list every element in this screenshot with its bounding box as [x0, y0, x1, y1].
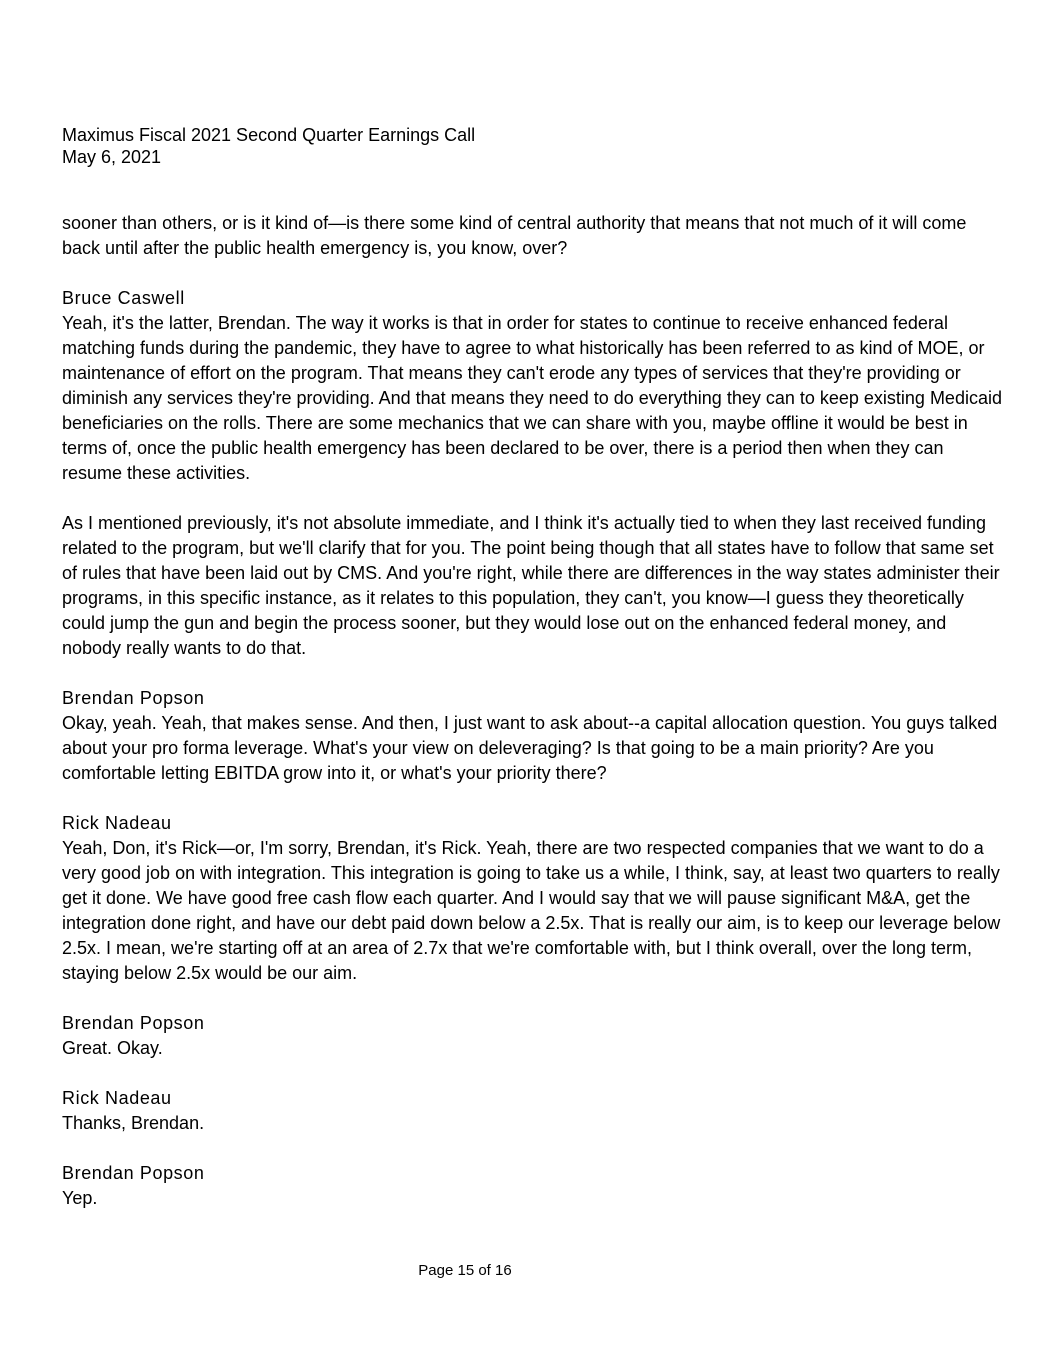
speaker-name: Rick Nadeau [62, 813, 172, 833]
page-number: Page 15 of 16 [418, 1262, 512, 1279]
transcript-turn [62, 286, 1002, 486]
transcript-turn [62, 1086, 1002, 1136]
turn-paragraph: Great. Okay. [62, 1038, 163, 1058]
transcript-turn [62, 811, 1002, 986]
turn-paragraph: As I mentioned previously, it's not absolute immediate, and I think it's actually tied to when they last received funding related to the program, but we'll clarify that for you. The point being though that all states have to follow that same set of rules that have been laid out by CMS. And you're right, while there are differences in the way states administer their programs, in this specific instance, as it relates to this population, they can't, you know—I guess they theoretically could jump the gun and begin the process sooner, but they would lose out on the enhanced federal money, and nobody really wants to do that. [62, 513, 1000, 658]
turn-paragraph: Thanks, Brendan. [62, 1113, 205, 1133]
transcript-turn [62, 1161, 1002, 1211]
call-title: Maximus Fiscal 2021 Second Quarter Earnings Call [62, 125, 476, 145]
transcript-body [62, 211, 1002, 1236]
speaker-name: Brendan Popson [62, 1013, 205, 1033]
speaker-name: Brendan Popson [62, 1163, 205, 1183]
document-header [62, 124, 475, 168]
turn-paragraph: Yep. [62, 1188, 98, 1208]
speaker-name: Rick Nadeau [62, 1088, 172, 1108]
continuation-paragraph: sooner than others, or is it kind of—is there some kind of central authority that means that not much of it will come back until after the public health emergency is, you know, over? [62, 213, 967, 258]
speaker-name: Brendan Popson [62, 688, 205, 708]
turn-paragraph: Yeah, it's the latter, Brendan. The way it works is that in order for states to continue to receive enhanced federal matching funds during the pandemic, they have to agree to what historically has been referred to as kind of MOE, or maintenance of effort on the program. That means they can't erode any types of services that they're providing or diminish any services they're providing. And that means they need to do everything they can to keep existing Medicaid beneficiaries on the rolls. There are some mechanics that we can share with you, maybe offline it would be best in terms of, once the public health emergency has been declared to be over, there is a period then when they can resume these activities. [62, 313, 1002, 483]
transcript-turn [62, 686, 1002, 786]
transcript-turn [62, 1011, 1002, 1061]
turn-paragraph: Yeah, Don, it's Rick—or, I'm sorry, Brendan, it's Rick. Yeah, there are two respected companies that we want to do a very good job on with integration. This integration is going to take us a while, I think, say, at least two quarters to really get it done. We have good free cash flow each quarter. And I would say that we will pause significant M&A, get the integration done right, and have our debt paid down below a 2.5x. That is really our aim, is to keep our leverage below 2.5x. I mean, we're starting off at an area of 2.7x that we're comfortable with, but I think overall, over the long term, staying below 2.5x would be our aim. [62, 838, 1001, 983]
turn-paragraph: Okay, yeah. Yeah, that makes sense. And then, I just want to ask about--a capital allocation question. You guys talked about your pro forma leverage. What's your view on deleveraging? Is that going to be a main priority? Are you comfortable letting EBITDA grow into it, or what's your priority there? [62, 713, 998, 783]
speaker-name: Bruce Caswell [62, 288, 185, 308]
call-date: May 6, 2021 [62, 147, 162, 167]
